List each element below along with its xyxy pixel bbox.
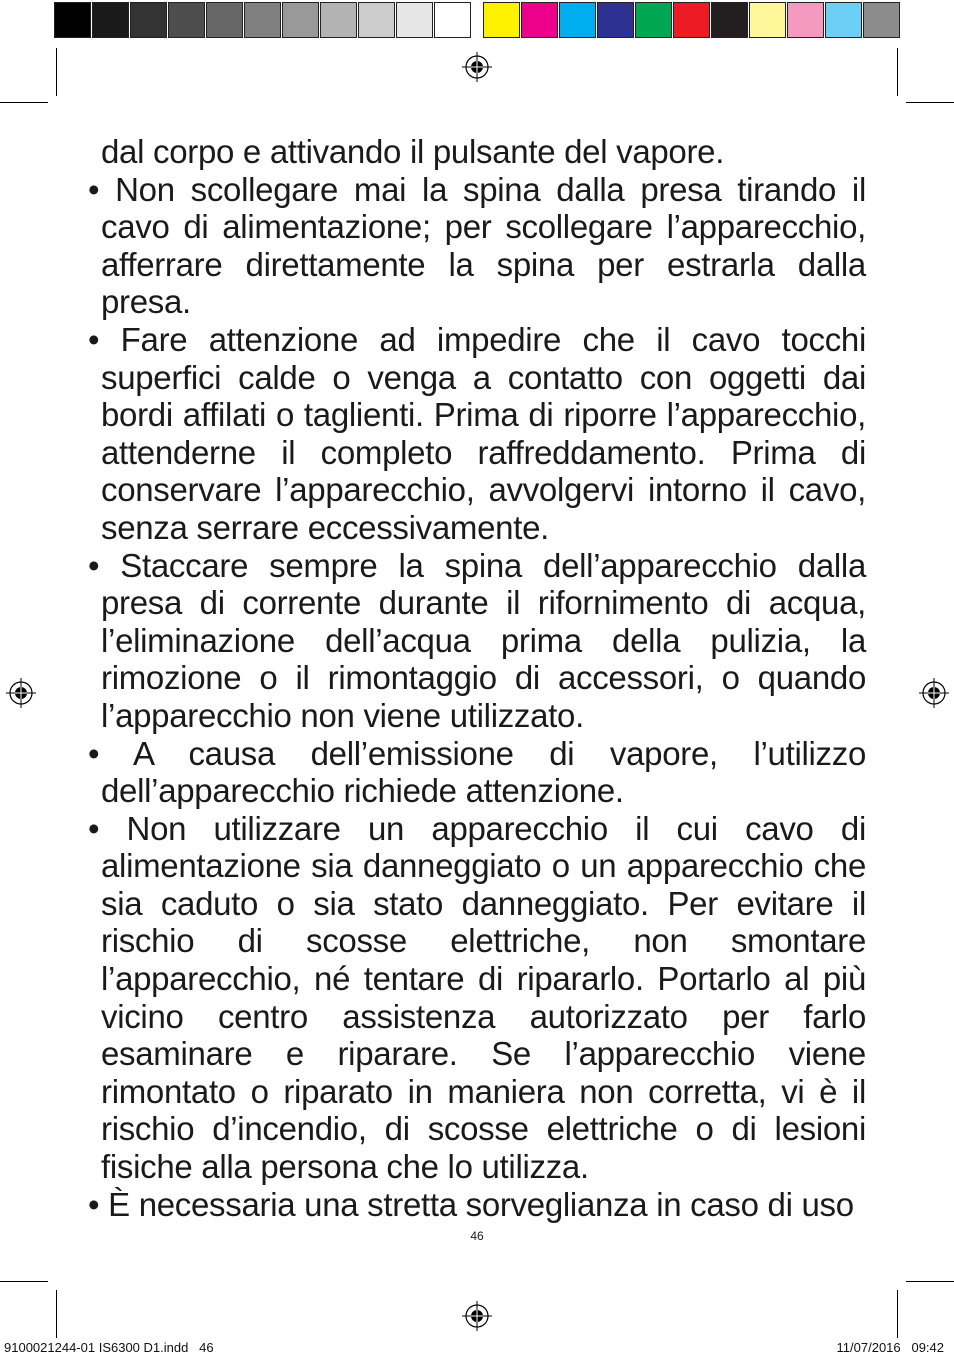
gray-swatch bbox=[244, 2, 281, 38]
registration-mark-icon bbox=[919, 678, 949, 708]
crop-mark bbox=[0, 102, 48, 103]
safety-bullet: • Staccare sempre la spina dell’apparecchio dalla presa di corrente durante il rifornimento di acqua, l’eliminazione dell’acqua prima della pulizia, la rimozione o il rimontaggio di accessori, o quando l’apparecchio non viene utilizzato. bbox=[88, 546, 866, 734]
gray-swatch bbox=[358, 2, 395, 38]
color-swatch bbox=[559, 2, 596, 38]
registration-mark-icon bbox=[462, 52, 492, 82]
manual-text bbox=[88, 133, 866, 1223]
color-swatch bbox=[483, 2, 520, 38]
gray-swatch bbox=[130, 2, 167, 38]
registration-mark-icon bbox=[462, 1301, 492, 1331]
page-number: 46 bbox=[470, 1229, 484, 1243]
safety-bullet: • Non utilizzare un apparecchio il cui cavo di alimentazione sia danneggiato o un apparecchio che sia caduto o sia stato danneggiato. Per evitare il rischio di scosse elettriche, non smontare l’apparecchio, né tentare di ripararlo. Portarlo al più vicino centro assistenza autorizzato per farlo esaminare e riparare. Se l’apparecchio viene rimontato o riparato in maniera non corretta, vi è il rischio d’incendio, di scosse elettriche o di lesioni fisiche alla persona che lo utilizza. bbox=[88, 809, 866, 1186]
safety-bullet: • Fare attenzione ad impedire che il cavo tocchi superfici calde o venga a contatto con oggetti dai bordi affilati o taglienti. Prima di riporre l’apparecchio, attenderne il completo raffreddamento. Prima di conservare l’apparecchio, avvolgervi intorno il cavo, senza serrare eccessivamente. bbox=[88, 320, 866, 546]
safety-bullet: • Non scollegare mai la spina dalla presa tirando il cavo di alimentazione; per scollegare l’apparecchio, afferrare direttamente la spina per estrarla dalla presa. bbox=[88, 170, 866, 321]
registration-mark-icon bbox=[6, 678, 36, 708]
color-swatch bbox=[711, 2, 748, 38]
color-swatch bbox=[635, 2, 672, 38]
gray-swatch bbox=[206, 2, 243, 38]
color-swatch bbox=[863, 2, 900, 38]
gray-swatch bbox=[434, 2, 471, 38]
gray-swatch bbox=[282, 2, 319, 38]
crop-mark bbox=[0, 1281, 48, 1282]
gray-swatch bbox=[54, 2, 91, 38]
crop-mark bbox=[906, 1281, 954, 1282]
color-swatch bbox=[749, 2, 786, 38]
gray-swatch bbox=[92, 2, 129, 38]
color-bar bbox=[483, 2, 901, 38]
color-swatch bbox=[787, 2, 824, 38]
slug-filename: 9100021244-01 IS6300 D1.indd 46 bbox=[4, 1340, 214, 1355]
gray-swatch bbox=[168, 2, 205, 38]
crop-mark bbox=[56, 48, 57, 96]
color-swatch bbox=[521, 2, 558, 38]
crop-mark bbox=[897, 1290, 898, 1338]
safety-bullet: • È necessaria una stretta sorveglianza in caso di uso bbox=[88, 1185, 854, 1223]
crop-mark bbox=[897, 48, 898, 96]
gray-swatch bbox=[396, 2, 433, 38]
color-swatch bbox=[673, 2, 710, 38]
crop-mark bbox=[56, 1290, 57, 1338]
continuation-paragraph: dal corpo e attivando il pulsante del vapore. bbox=[101, 133, 725, 170]
safety-bullet: • A causa dell’emissione di vapore, l’utilizzo dell’apparecchio richiede attenzione. bbox=[88, 734, 866, 810]
gray-swatch bbox=[320, 2, 357, 38]
grayscale-bar bbox=[54, 2, 472, 38]
color-swatch bbox=[825, 2, 862, 38]
crop-mark bbox=[906, 102, 954, 103]
slug-datetime: 11/07/2016 09:42 bbox=[836, 1340, 944, 1355]
color-swatch bbox=[597, 2, 634, 38]
